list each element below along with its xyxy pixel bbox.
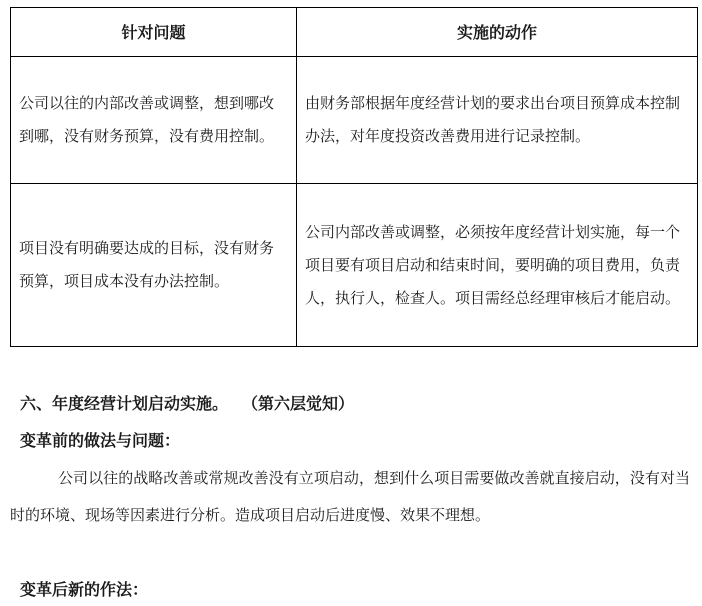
table-row [11, 184, 698, 347]
section-title: 六、年度经营计划启动实施。 [20, 394, 229, 413]
section-note: （第六层觉知） [250, 394, 355, 413]
action-cell: 公司内部改善或调整，必须按年度经营计划实施，每一个项目要有项目启动和结束时间，要明确的项目费用，负责人，执行人，检查人。项目需经总经理审核后才能启动。 [297, 184, 698, 347]
before-paragraph: 公司以往的战略改善或常规改善没有立项启动，想到什么项目需要做改善就直接启动，没有对当时的环境、现场等因素进行分析。造成项目启动后进度慢、效果不理想。 [10, 469, 690, 524]
section-heading [20, 393, 354, 415]
table-header-row [11, 8, 698, 57]
action-cell: 由财务部根据年度经营计划的要求出台项目预算成本控制办法，对年度投资改善费用进行记录控制。 [297, 57, 698, 184]
header-action: 实施的动作 [297, 8, 698, 57]
problem-cell: 项目没有明确要达成的目标，没有财务预算，项目成本没有办法控制。 [11, 184, 297, 347]
problem-action-table [10, 7, 698, 347]
problem-cell: 公司以往的内部改善或调整，想到哪改到哪，没有财务预算，没有费用控制。 [11, 57, 297, 184]
before-heading: 变革前的做法与问题： [20, 431, 181, 450]
header-problem: 针对问题 [11, 8, 297, 57]
table-row [11, 57, 698, 184]
after-heading: 变革后新的作法： [20, 580, 149, 599]
